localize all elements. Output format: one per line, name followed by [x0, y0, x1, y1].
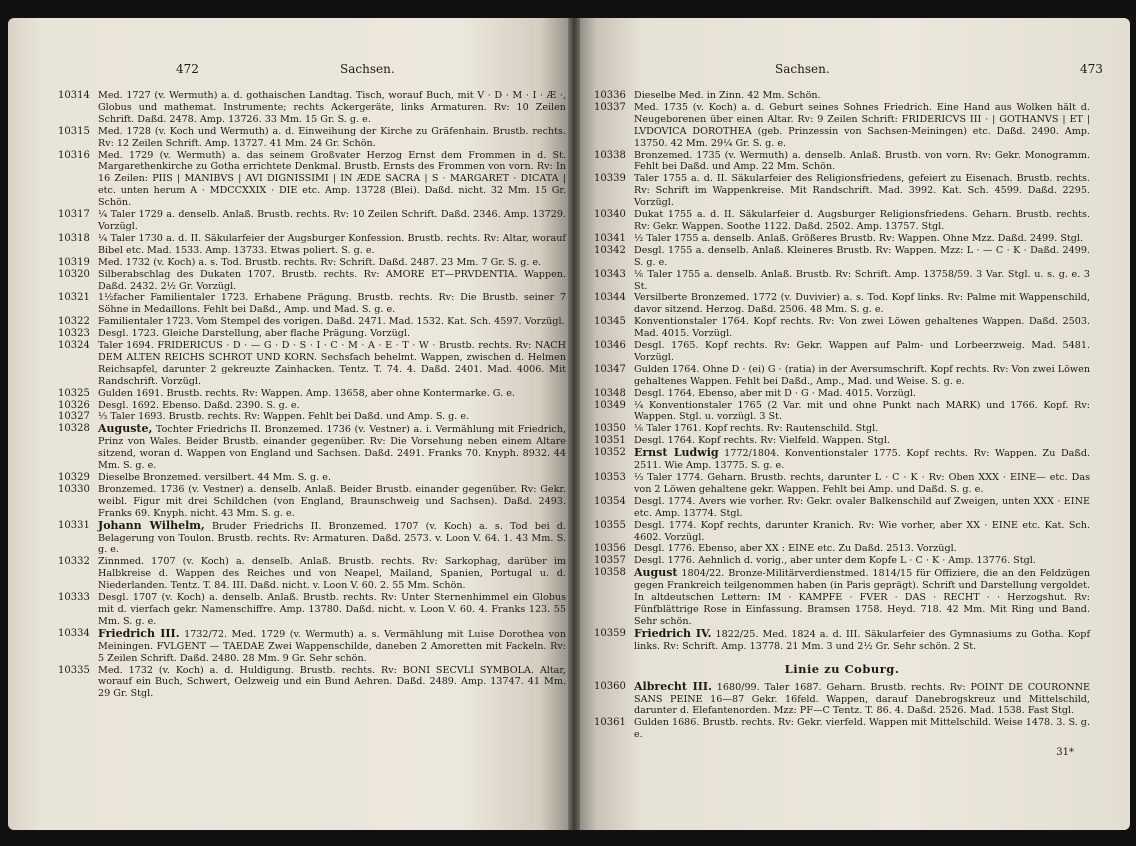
entry-description: 1½facher Familientaler 1723. Erhabene Prägung. Brustb. rechts. Rv: Die Brustb. seiner 7 Söhne in Medaillons. Fehlt bei Daßd., Amp. und Mad. S. g. e.	[98, 292, 566, 316]
entry-description: ¼ Konventionstaler 1765 (2 Var. mit und ohne Punkt nach MARK) und 1766. Kopf. Rv: Wappen. Stgl. u. vorzügl. 3 St.	[634, 399, 1090, 423]
entry-description: 1772/1804. Konventionstaler 1775. Kopf rechts. Rv: Wappen. Zu Daßd. 2511. Wie Amp. 13775. S. g. e.	[634, 448, 1091, 472]
entry-description: Dukat 1755 a. d. II. Säkularfeier d. Augsburger Religionsfriedens. Geharn. Brustb. rechts. Rv: Gekr. Wappen. Soothe 1122. Daßd. 2502. Amp. 13757. Stgl.	[634, 209, 1090, 232]
catalog-entry	[58, 150, 566, 210]
entry-text	[98, 400, 566, 412]
entry-description: Desgl. 1692. Ebenso. Daßd. 2390. S. g. e.	[98, 399, 300, 411]
right-running-head: Sachsen.	[775, 62, 830, 76]
entry-text	[634, 496, 1090, 520]
entry-number: 10330	[58, 483, 90, 495]
entry-ruler-name: Johann Wilhelm,	[98, 518, 205, 532]
section-title: Linie zu Coburg.	[784, 661, 900, 676]
entry-text	[98, 556, 566, 592]
right-page	[574, 18, 1130, 830]
entry-text	[634, 150, 1090, 174]
entry-description: ¼ Taler 1730 a. d. II. Säkularfeier der Augsburger Konfession. Brustb. rechts. Rv: Altar, worauf Bibel etc. Mad. 1533. Amp. 13733. Etwas poliert. S. g. e.	[98, 232, 566, 256]
catalog-entry	[594, 364, 1090, 388]
entry-text	[98, 665, 566, 701]
catalog-entry	[594, 520, 1090, 544]
entry-number: 10331	[58, 519, 90, 531]
entry-description: Silberabschlag des Dukaten 1707. Brustb. rechts. Rv: AMORE ET—PRVDENTIA. Wappen. Daßd. 2432. 2½ Gr. Vorzügl.	[98, 268, 566, 292]
entry-ruler-name: August	[634, 566, 678, 580]
left-page-number: 472	[176, 62, 199, 76]
catalog-entry	[58, 126, 566, 150]
entry-number: 10354	[594, 495, 626, 507]
entry-text	[634, 292, 1090, 316]
entry-description: Desgl. 1774. Avers wie vorher. Rv: Gekr. ovaler Balkenschild auf Zweigen, unten XXX · EINE etc. Amp. 13774. Stgl.	[634, 495, 1090, 519]
section-entries	[594, 681, 1090, 742]
entry-text	[634, 388, 1090, 400]
entry-description: Med. 1727 (v. Wermuth) a. d. gothaischen Landtag. Tisch, worauf Buch, mit V · D · M · I · Æ ·, Globus und mathemat. Instrumente; rechts Ackergeräte, links Armaturen. Rv: 10 Zeilen Schrift. Daßd. 2478. Amp. 13726. 33 Mm. 15 Gr. S. g. e.	[98, 90, 566, 125]
entry-text	[634, 316, 1090, 340]
entry-description: 1680/99. Taler 1687. Geharn. Brustb. rechts. Rv: POINT DE COURONNE SANS PEINE 16—87 Gekr. 16feld. Wappen, darauf Danebrogskreuz und Mittelschild, darunter d. Elefantenorden. Mzz: PF—C Tentz. T. 86. 4. Daßd. 2526. Mad. 1538. Fast Stgl.	[634, 681, 1091, 717]
entry-text	[634, 423, 1090, 435]
catalog-entry	[594, 269, 1090, 293]
right-page-number: 473	[1080, 62, 1103, 76]
entry-description: Konventionstaler 1764. Kopf rechts. Rv: Von zwei Löwen gehaltenes Wappen. Daßd. 2503. Mad. 4015. Vorzügl.	[634, 316, 1090, 340]
entry-text	[634, 717, 1090, 741]
entry-text	[634, 102, 1090, 150]
entry-text	[98, 328, 566, 340]
entry-text	[634, 543, 1090, 555]
entry-number: 10359	[594, 627, 626, 639]
right-entries	[594, 90, 1090, 653]
entry-description: Desgl. 1755 a. denselb. Anlaß. Kleineres Brustb. Rv: Wappen. Mzz: L · — C · K · Daßd. 2499. S. g. e.	[634, 244, 1090, 268]
entry-text	[634, 340, 1090, 364]
catalog-entry	[594, 90, 1090, 102]
catalog-entry	[58, 423, 566, 472]
entry-ruler-name: Auguste,	[98, 422, 153, 436]
entry-text	[98, 423, 566, 472]
entry-number: 10343	[594, 268, 626, 280]
entry-description: 1822/25. Med. 1824 a. d. III. Säkularfeier des Gymnasiums zu Gotha. Kopf links. Rv: Schrift. Amp. 13778. 21 Mm. 3 und 2½ Gr. Sehr schön. 2 St.	[634, 628, 1090, 652]
catalog-entry	[594, 233, 1090, 245]
entry-text	[98, 411, 566, 423]
entry-description: Gulden 1686. Brustb. rechts. Rv: Gekr. vierfeld. Wappen mit Mittelschild. Weise 1478. 3. S. g. e.	[634, 717, 1090, 741]
entry-number: 10322	[58, 316, 90, 328]
entry-description: Desgl. 1776. Ebenso, aber XX : EINE etc. Zu Daßd. 2513. Vorzügl.	[634, 543, 957, 555]
entry-description: ⅙ Taler 1761. Kopf rechts. Rv: Rautenschild. Stgl.	[634, 423, 879, 435]
entry-description: Zinnmed. 1707 (v. Koch) a. denselb. Anlaß. Brustb. rechts. Rv: Sarkophag, darüber im Halbkreise d. Wappen des Reiches und von Neapel, Mailand, Spanien, Portugal u. d. Niederlanden. Tentz. T. 84. III. Daßd. nicht. v. Loon V. 60. 2. 55 Mm. Schön.	[98, 556, 566, 592]
entry-ruler-name: Albrecht III.	[634, 679, 712, 693]
entry-description: Dieselbe Bronzemed. versilbert. 44 Mm. S. g. e.	[98, 472, 331, 483]
book-gutter	[568, 18, 580, 830]
entry-text	[98, 520, 566, 557]
entry-text	[98, 340, 566, 388]
catalog-entry	[594, 681, 1090, 718]
entry-number: 10361	[594, 717, 626, 729]
entry-text	[634, 364, 1090, 388]
entry-text	[98, 484, 566, 520]
entry-text	[98, 209, 566, 233]
catalog-entry	[58, 400, 566, 412]
entry-text	[634, 555, 1090, 567]
entry-description: Med. 1729 (v. Wermuth) a. das seinem Großvater Herzog Ernst dem Frommen in d. St. Margarethenkirche zu Gotha errichtete Denkmal. Brustb. Ernsts des Frommen von vorn. Rv: In 16 Zeilen: PIIS | MANIBVS | AVI DIGNISSIMI | IN ÆDE SACRA | S · MARGARET · DICATA | etc. unten herum A · MDCCXXIX · DIE etc. Amp. 13728 (Blei). Daßd. nicht. 32 Mm. 15 Gr. Schön.	[98, 149, 566, 209]
entry-text	[634, 245, 1090, 269]
entry-number: 10351	[594, 435, 626, 447]
entry-text	[98, 592, 566, 628]
catalog-entry	[594, 543, 1090, 555]
catalog-entry	[58, 472, 566, 484]
entry-number: 10341	[594, 232, 626, 244]
entry-text	[98, 316, 566, 328]
left-running-head: Sachsen.	[340, 62, 395, 76]
catalog-entry	[58, 484, 566, 520]
catalog-entry	[594, 388, 1090, 400]
entry-description: Taler 1694. FRIDERICUS · D · — G · D · S · I · C · M · A · E · T · W · Brustb. rechts. Rv: NACH DEM ALTEN REICHS SCHROT UND KORN. Sechsfach behelmt. Wappen, zwischen d. Helmen Reichsapfel, darunter 2 gekreuzte Zainhacken. Tentz. T. 74. 4. Daßd. 2401. Mad. 4006. Mit Randschrift. Vorzügl.	[98, 340, 566, 387]
entry-description: Dieselbe Med. in Zinn. 42 Mm. Schön.	[634, 90, 821, 101]
entry-number: 10346	[594, 340, 626, 352]
entry-number: 10320	[58, 268, 90, 280]
entry-text	[98, 292, 566, 316]
entry-number: 10314	[58, 90, 90, 101]
catalog-entry	[58, 90, 566, 126]
entry-text	[634, 90, 1090, 102]
entry-number: 10328	[58, 423, 90, 435]
entry-number: 10345	[594, 316, 626, 328]
entry-text	[634, 447, 1090, 472]
entry-number: 10335	[58, 664, 90, 676]
entry-description: Med. 1728 (v. Koch und Wermuth) a. d. Einweihung der Kirche zu Gräfenhain. Brustb. rechts. Rv: 12 Zeilen Schrift. Amp. 13727. 41 Mm. 24 Gr. Schön.	[98, 125, 566, 149]
entry-description: Med. 1732 (v. Koch) a. d. Huldigung. Brustb. rechts. Rv: BONI SECVLI SYMBOLA. Altar, worauf ein Buch, Schwert, Oelzweig und ein Bund Aehren. Daßd. 2489. Amp. 13747. 41 Mm. 29 Gr. Stgl.	[98, 664, 566, 700]
entry-number: 10329	[58, 472, 90, 483]
catalog-entry	[594, 209, 1090, 233]
entry-description: Bronzemed. 1736 (v. Vestner) a. denselb. Anlaß. Beider Brustb. einander gegenüber. Rv: Gekr. weibl. Figur mit drei Schildchen (von England, Braunschweig und Sachsen). Daßd. 2493. Franks 69. Knyph. nicht. 43 Mm. S. g. e.	[98, 483, 566, 519]
catalog-entry	[594, 447, 1090, 472]
entry-description: Desgl. 1723. Gleiche Darstellung, aber flache Prägung. Vorzügl.	[98, 328, 411, 340]
entry-number: 10334	[58, 627, 90, 639]
catalog-entry	[594, 400, 1090, 424]
entry-description: 1732/72. Med. 1729 (v. Wermuth) a. s. Vermählung mit Luise Dorothea von Meiningen. FVLGENT — TAEDAE Zwei Wappenschilde, daneben 2 Amoretten mit Fackeln. Rv: 5 Zeilen Schrift. Daßd. 2480. 28 Mm. 9 Gr. Sehr schön.	[98, 628, 566, 664]
entry-text	[98, 472, 566, 484]
entry-number: 10350	[594, 423, 626, 435]
catalog-entry	[58, 628, 566, 665]
catalog-entry	[58, 520, 566, 557]
entry-number: 10323	[58, 328, 90, 340]
entry-description: Gulden 1691. Brustb. rechts. Rv: Wappen. Amp. 13658, aber ohne Kontermarke. G. e.	[98, 387, 515, 399]
entry-number: 10333	[58, 592, 90, 604]
catalog-entry	[594, 150, 1090, 174]
entry-text	[634, 628, 1090, 653]
entry-text	[634, 173, 1090, 209]
catalog-entry	[594, 102, 1090, 150]
entry-description: Taler 1755 a. d. II. Säkularfeier des Religionsfriedens, gefeiert zu Eisenach. Brustb. rechts. Rv: Schrift im Wappenkreise. Mit Randschrift. Mad. 3992. Kat. Sch. 4599. Daßd. 2295. Vorzügl.	[634, 173, 1090, 209]
entry-number: 10355	[594, 519, 626, 531]
entry-description: ⅓ Taler 1693. Brustb. rechts. Rv: Wappen. Fehlt bei Daßd. und Amp. S. g. e.	[98, 411, 470, 423]
entry-number: 10352	[594, 447, 626, 459]
catalog-entry	[58, 233, 566, 257]
left-page	[8, 18, 574, 830]
entry-number: 10340	[594, 209, 626, 221]
entry-description: 1804/22. Bronze-Militärverdienstmed. 1814/15 für Offiziere, die an den Feldzügen gegen Frankreich teilgenommen haben (in Paris geprägt). Schrift und Darstellung vergoldet. In altdeutschen Lettern: IM · KAMPFE · FVER · DAS · RECHT · · Herzogshut. Rv: Fünfblättrige Rose in Einfassung. Bramsen 1758. Heyd. 718. 42 Mm. Mit Ring und Band. Sehr schön.	[634, 568, 1090, 627]
catalog-entry	[594, 245, 1090, 269]
entry-description: ½ Taler 1755 a. denselb. Anlaß. Größeres Brustb. Rv: Wappen. Ohne Mzz. Daßd. 2499. Stgl.	[634, 232, 1084, 244]
catalog-entry	[58, 665, 566, 701]
left-entries	[58, 90, 566, 700]
entry-text	[634, 233, 1090, 245]
signature-mark: 31*	[1056, 747, 1074, 759]
entry-number: 10324	[58, 340, 90, 352]
entry-number: 10348	[594, 387, 626, 399]
entry-number: 10353	[594, 472, 626, 483]
catalog-entry	[58, 388, 566, 400]
catalog-entry	[594, 423, 1090, 435]
catalog-entry	[594, 292, 1090, 316]
entry-text	[634, 269, 1090, 293]
entry-number: 10360	[594, 680, 626, 692]
entry-description: Med. 1732 (v. Koch) a. s. Tod. Brustb. rechts. Rv: Schrift. Daßd. 2487. 23 Mm. 7 Gr. S. g. e.	[98, 256, 542, 268]
entry-description: ⅓ Taler 1774. Geharn. Brustb. rechts, darunter L · C · K · Rv: Oben XXX · EINE— etc. Das von 2 Löwen gehaltene gekr. Wappen. Fehlt bei Amp. und Daßd. S. g. e.	[634, 472, 1090, 495]
entry-number: 10339	[594, 173, 626, 185]
entry-text	[98, 150, 566, 210]
catalog-entry	[594, 316, 1090, 340]
entry-number: 10332	[58, 556, 90, 568]
entry-text	[98, 269, 566, 293]
entry-number: 10317	[58, 209, 90, 221]
entry-description: Bronzemed. 1735 (v. Wermuth) a. denselb. Anlaß. Brustb. von vorn. Rv: Gekr. Monogramm. Fehlt bei Daßd. und Amp. 22 Mm. Schön.	[634, 149, 1090, 173]
entry-description: ¼ Taler 1729 a. denselb. Anlaß. Brustb. rechts. Rv: 10 Zeilen Schrift. Daßd. 2346. Amp. 13729. Vorzügl.	[98, 209, 566, 232]
entry-description: Desgl. 1764. Ebenso, aber mit D · G · Mad. 4015. Vorzügl.	[634, 387, 917, 399]
entry-description: Gulden 1764. Ohne D · (ei) G · (ratia) in der Aversumschrift. Kopf rechts. Rv: Von zwei Löwen gehaltenes Wappen. Fehlt bei Daßd., Amp., Mad. und Weise. S. g. e.	[634, 363, 1090, 387]
entry-description: Familientaler 1723. Vom Stempel des vorigen. Daßd. 2471. Mad. 1532. Kat. Sch. 4597. Vorzügl.	[98, 316, 565, 328]
catalog-entry	[594, 628, 1090, 653]
entry-ruler-name: Friedrich III.	[98, 626, 180, 640]
entry-description: Desgl. 1774. Kopf rechts, darunter Kranich. Rv: Wie vorher, aber XX · EINE etc. Kat. Sch. 4602. Vorzügl.	[634, 519, 1090, 543]
entry-description: Bruder Friedrichs II. Bronzemed. 1707 (v. Koch) a. s. Tod bei d. Belagerung von Toulon. Brustb. rechts. Rv: Armaturen. Daßd. 2573. v. Loon V. 64. 1. 43 Mm. S. g. e.	[98, 520, 567, 556]
entry-number: 10326	[58, 399, 90, 411]
entry-description: Desgl. 1765. Kopf rechts. Rv: Gekr. Wappen auf Palm- und Lorbeerzweig. Mad. 5481. Vorzügl.	[634, 340, 1090, 363]
catalog-entry	[58, 292, 566, 316]
entry-ruler-name: Friedrich IV.	[634, 626, 712, 640]
catalog-entry	[58, 257, 566, 269]
entry-number: 10356	[594, 543, 626, 555]
catalog-entry	[58, 209, 566, 233]
catalog-entry	[58, 556, 566, 592]
entry-text	[634, 400, 1090, 424]
catalog-entry	[594, 496, 1090, 520]
catalog-entry	[58, 316, 566, 328]
entry-number: 10338	[594, 149, 626, 161]
entry-description: Desgl. 1707 (v. Koch) a. denselb. Anlaß. Brustb. rechts. Rv: Unter Sternenhimmel ein Globus mit d. vierfach gekr. Namenschiffre. Amp. 13780. Daßd. nicht. v. Loon V. 60. 4. Franks 123. 55 Mm. S. g. e.	[98, 592, 566, 627]
entry-text	[98, 126, 566, 150]
entry-text	[634, 520, 1090, 544]
entry-description: Desgl. 1776. Aehnlich d. vorig., aber unter dem Kopfe L · C · K · Amp. 13776. Stgl.	[634, 555, 1036, 567]
entry-number: 10358	[594, 567, 626, 579]
catalog-entry	[594, 340, 1090, 364]
entry-number: 10344	[594, 292, 626, 304]
entry-text	[98, 90, 566, 126]
entry-description: Med. 1735 (v. Koch) a. d. Geburt seines Sohnes Friedrich. Eine Hand aus Wolken hält d. Neugeborenen über einen Altar. Rv: 9 Zeilen Schrift: FRIDERICVS III · | GOTHANVS | ET | LVDOVICA DOROTHEA (geb. Prinzessin von Sachsen-Meiningen) etc. Daßd. 2490. Amp. 13750. 42 Mm. 29¼ Gr. S. g. e.	[634, 101, 1090, 149]
entry-description: Versilberte Bronzemed. 1772 (v. Duvivier) a. s. Tod. Kopf links. Rv: Palme mit Wappenschild, davor sitzend. Herzog. Daßd. 2506. 48 Mm. S. g. e.	[634, 292, 1090, 316]
entry-number: 10342	[594, 244, 626, 256]
catalog-entry	[594, 717, 1090, 741]
entry-number: 10321	[58, 292, 90, 304]
entry-number: 10337	[594, 101, 626, 113]
entry-number: 10316	[58, 149, 90, 161]
catalog-entry	[594, 472, 1090, 496]
entry-text	[634, 209, 1090, 233]
catalog-entry	[594, 173, 1090, 209]
entry-text	[98, 257, 566, 269]
entry-number: 10327	[58, 411, 90, 423]
catalog-entry	[594, 567, 1090, 628]
entry-number: 10336	[594, 90, 626, 101]
catalog-entry	[58, 592, 566, 628]
entry-text	[98, 233, 566, 257]
entry-number: 10349	[594, 399, 626, 411]
entry-text	[98, 388, 566, 400]
entry-description: ⅙ Taler 1755 a. denselb. Anlaß. Brustb. Rv: Schrift. Amp. 13758/59. 3 Var. Stgl. u. s. g. e. 3 St.	[634, 268, 1090, 292]
catalog-entry	[58, 328, 566, 340]
catalog-entry	[58, 269, 566, 293]
entry-text	[98, 628, 566, 665]
entry-ruler-name: Ernst Ludwig	[634, 446, 719, 460]
entry-number: 10318	[58, 232, 90, 244]
entry-number: 10325	[58, 387, 90, 399]
entry-text	[634, 681, 1090, 718]
entry-number: 10315	[58, 125, 90, 137]
entry-description: Desgl. 1764. Kopf rechts. Rv: Vielfeld. Wappen. Stgl.	[634, 435, 890, 447]
entry-number: 10347	[594, 363, 626, 375]
entry-text	[634, 472, 1090, 496]
entry-number: 10357	[594, 555, 626, 567]
entry-description: Tochter Friedrichs II. Bronzemed. 1736 (v. Vestner) a. i. Vermählung mit Friedrich, Prinz von Wales. Beider Brustb. einander gegenüber. Rv: Die Vorsehung neben einem Altare sitzend, woran d. Wappen von England und Sachsen. Daßd. 2491. Franks 70. Knyph. 8932. 44 Mm. S. g. e.	[98, 424, 566, 472]
entry-number: 10319	[58, 256, 90, 268]
catalog-entry	[58, 340, 566, 388]
entry-text	[634, 567, 1090, 628]
